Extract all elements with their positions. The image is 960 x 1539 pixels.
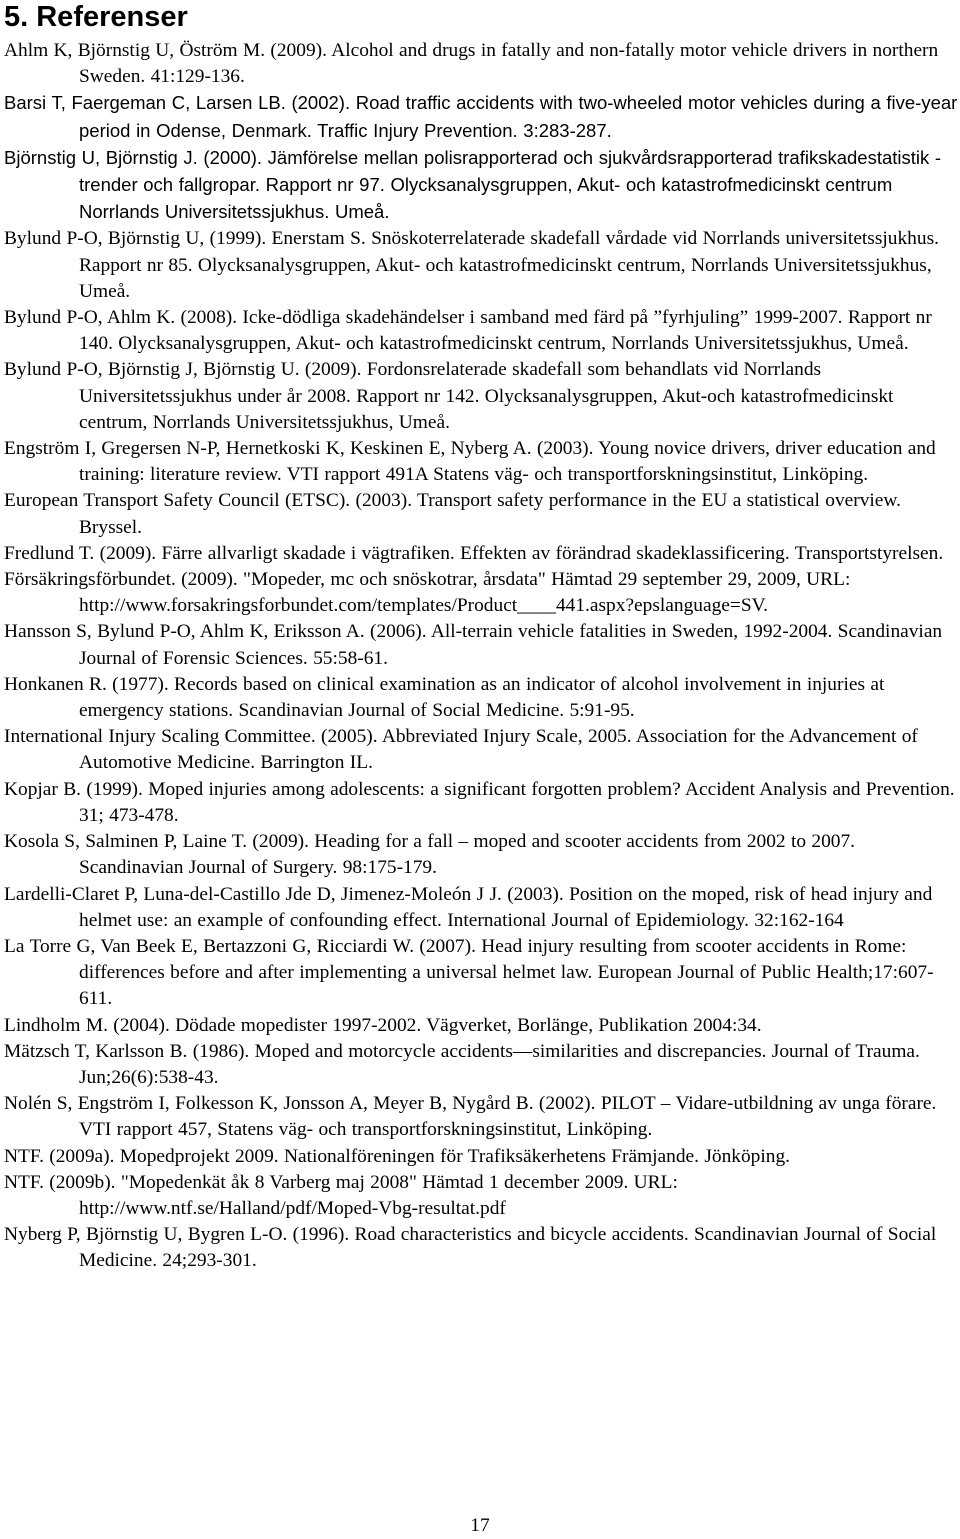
reference-list bbox=[4, 38, 958, 1275]
reference-item: La Torre G, Van Beek E, Bertazzoni G, Ricciardi W. (2007). Head injury resulting from scooter accidents in Rome: differences before and after implementing a universal helmet law. European Journal of Public Health;17:607-611. bbox=[4, 935, 934, 1010]
reference-item bbox=[4, 90, 958, 144]
reference-item: NTF. (2009a). Mopedprojekt 2009. Nationalföreningen för Trafiksäkerhetens Främjande. Jönköping. bbox=[4, 1145, 790, 1167]
reference-item: Ahlm K, Björnstig U, Öström M. (2009). Alcohol and drugs in fatally and non-fatally motor vehicle drivers in northern Sweden. 41:129-136. bbox=[4, 40, 939, 88]
reference-text: Barsi T, Faergeman C, Larsen LB. (2002). Road traffic accidents with two-wheeled motor vehicles during a five-year period in Odense, Denmark. Traffic Injury Prevention. 3:283-287. bbox=[4, 92, 958, 141]
reference-item: Kopjar B. (1999). Moped injuries among adolescents: a significant forgotten problem? Accident Analysis and Prevention. 31; 473-478. bbox=[4, 778, 955, 826]
reference-item: Mätzsch T, Karlsson B. (1986). Moped and motorcycle accidents—similarities and discrepancies. Journal of Trauma. Jun;26(6):538-43. bbox=[4, 1040, 920, 1088]
reference-item: Engström I, Gregersen N-P, Hernetkoski K, Keskinen E, Nyberg A. (2003). Young novice drivers, driver education and training: literature review. VTI rapport 491A Statens väg- och transportforskningsinstitut, Linköping. bbox=[4, 438, 936, 486]
reference-item: Fredlund T. (2009). Färre allvarligt skadade i vägtrafiken. Effekten av förändrad skadeklassificering. Transportstyrelsen. bbox=[4, 542, 944, 564]
reference-text: Björnstig U, Björnstig J. (2000). Jämförelse mellan polisrapporterad och sjukvårdsrapporterad trafikskadestatistik - trender och fallgropar. Rapport nr 97. Olycksanalysgruppen, Akut- och katastrofmedicinskt centrum Norrlands Universitetssjukhus. Umeå. bbox=[4, 146, 942, 223]
reference-item: Bylund P-O, Björnstig U, (1999). Enerstam S. Snöskoterrelaterade skadefall vårdade vid Norrlands universitetssjukhus. Rapport nr 85. Olycksanalysgruppen, Akut- och katastrofmedicinskt centrum, Norrlands Universitetssjukhus, Umeå. bbox=[4, 228, 939, 302]
reference-item: Lardelli-Claret P, Luna-del-Castillo Jde D, Jimenez-Moleón J J. (2003). Position on the moped, risk of head injury and helmet use: an example of confounding effect. International Journal of Epidemiology. 32:162-164 bbox=[4, 883, 933, 931]
reference-item: NTF. (2009b). "Mopedenkät åk 8 Varberg maj 2008" Hämtad 1 december 2009. URL: http://www.ntf.se/Halland/pdf/Moped-Vbg-resultat.pdf bbox=[4, 1171, 678, 1219]
section-heading: 5. Referenser bbox=[4, 1, 188, 33]
reference-item bbox=[4, 145, 958, 227]
reference-item: Hansson S, Bylund P-O, Ahlm K, Eriksson A. (2006). All-terrain vehicle fatalities in Sweden, 1992-2004. Scandinavian Journal of Forensic Sciences. 55:58-61. bbox=[4, 621, 943, 669]
reference-item: Nolén S, Engström I, Folkesson K, Jonsson A, Meyer B, Nygård B. (2002). PILOT – Vidare-utbildning av unga förare. VTI rapport 457, Statens väg- och transportforskningsinstitut, Linköping. bbox=[4, 1093, 937, 1141]
reference-item: Försäkringsförbundet. (2009). "Mopeder, mc och snöskotrar, årsdata" Hämtad 29 september 29, 2009, URL: http://www.forsakringsforbundet.com/templates/Product____441.aspx?epslanguage=SV. bbox=[4, 569, 851, 617]
reference-item: Lindholm M. (2004). Dödade mopedister 1997-2002. Vägverket, Borlänge, Publikation 2004:34. bbox=[4, 1014, 762, 1036]
page-number: 17 bbox=[470, 1515, 490, 1536]
reference-item: Bylund P-O, Ahlm K. (2008). Icke-dödliga skadehändelser i samband med färd på ”fyrhjuling” 1999-2007. Rapport nr 140. Olycksanalysgruppen, Akut- och katastrofmedicinskt centrum, Norrlands Universitetssjukhus, Umeå. bbox=[4, 307, 932, 355]
reference-item: International Injury Scaling Committee. (2005). Abbreviated Injury Scale, 2005. Association for the Advancement of Automotive Medicine. Barrington IL. bbox=[4, 726, 918, 774]
reference-item: Bylund P-O, Björnstig J, Björnstig U. (2009). Fordonsrelaterade skadefall som behandlats vid Norrlands Universitetssjukhus under år 2008. Rapport nr 142. Olycksanalysgruppen, Akut-och katastrofmedicinskt centrum, Norrlands Universitetssjukhus, Umeå. bbox=[4, 359, 894, 433]
reference-item: Kosola S, Salminen P, Laine T. (2009). Heading for a fall – moped and scooter accidents from 2002 to 2007. Scandinavian Journal of Surgery. 98:175-179. bbox=[4, 831, 856, 879]
reference-item: Honkanen R. (1977). Records based on clinical examination as an indicator of alcohol involvement in injuries at emergency stations. Scandinavian Journal of Social Medicine. 5:91-95. bbox=[4, 673, 885, 722]
reference-item: Nyberg P, Björnstig U, Bygren L-O. (1996). Road characteristics and bicycle accidents. Scandinavian Journal of Social Medicine. 24;293-301. bbox=[4, 1224, 937, 1272]
reference-item: European Transport Safety Council (ETSC). (2003). Transport safety performance in the EU a statistical overview. Bryssel. bbox=[4, 490, 901, 538]
